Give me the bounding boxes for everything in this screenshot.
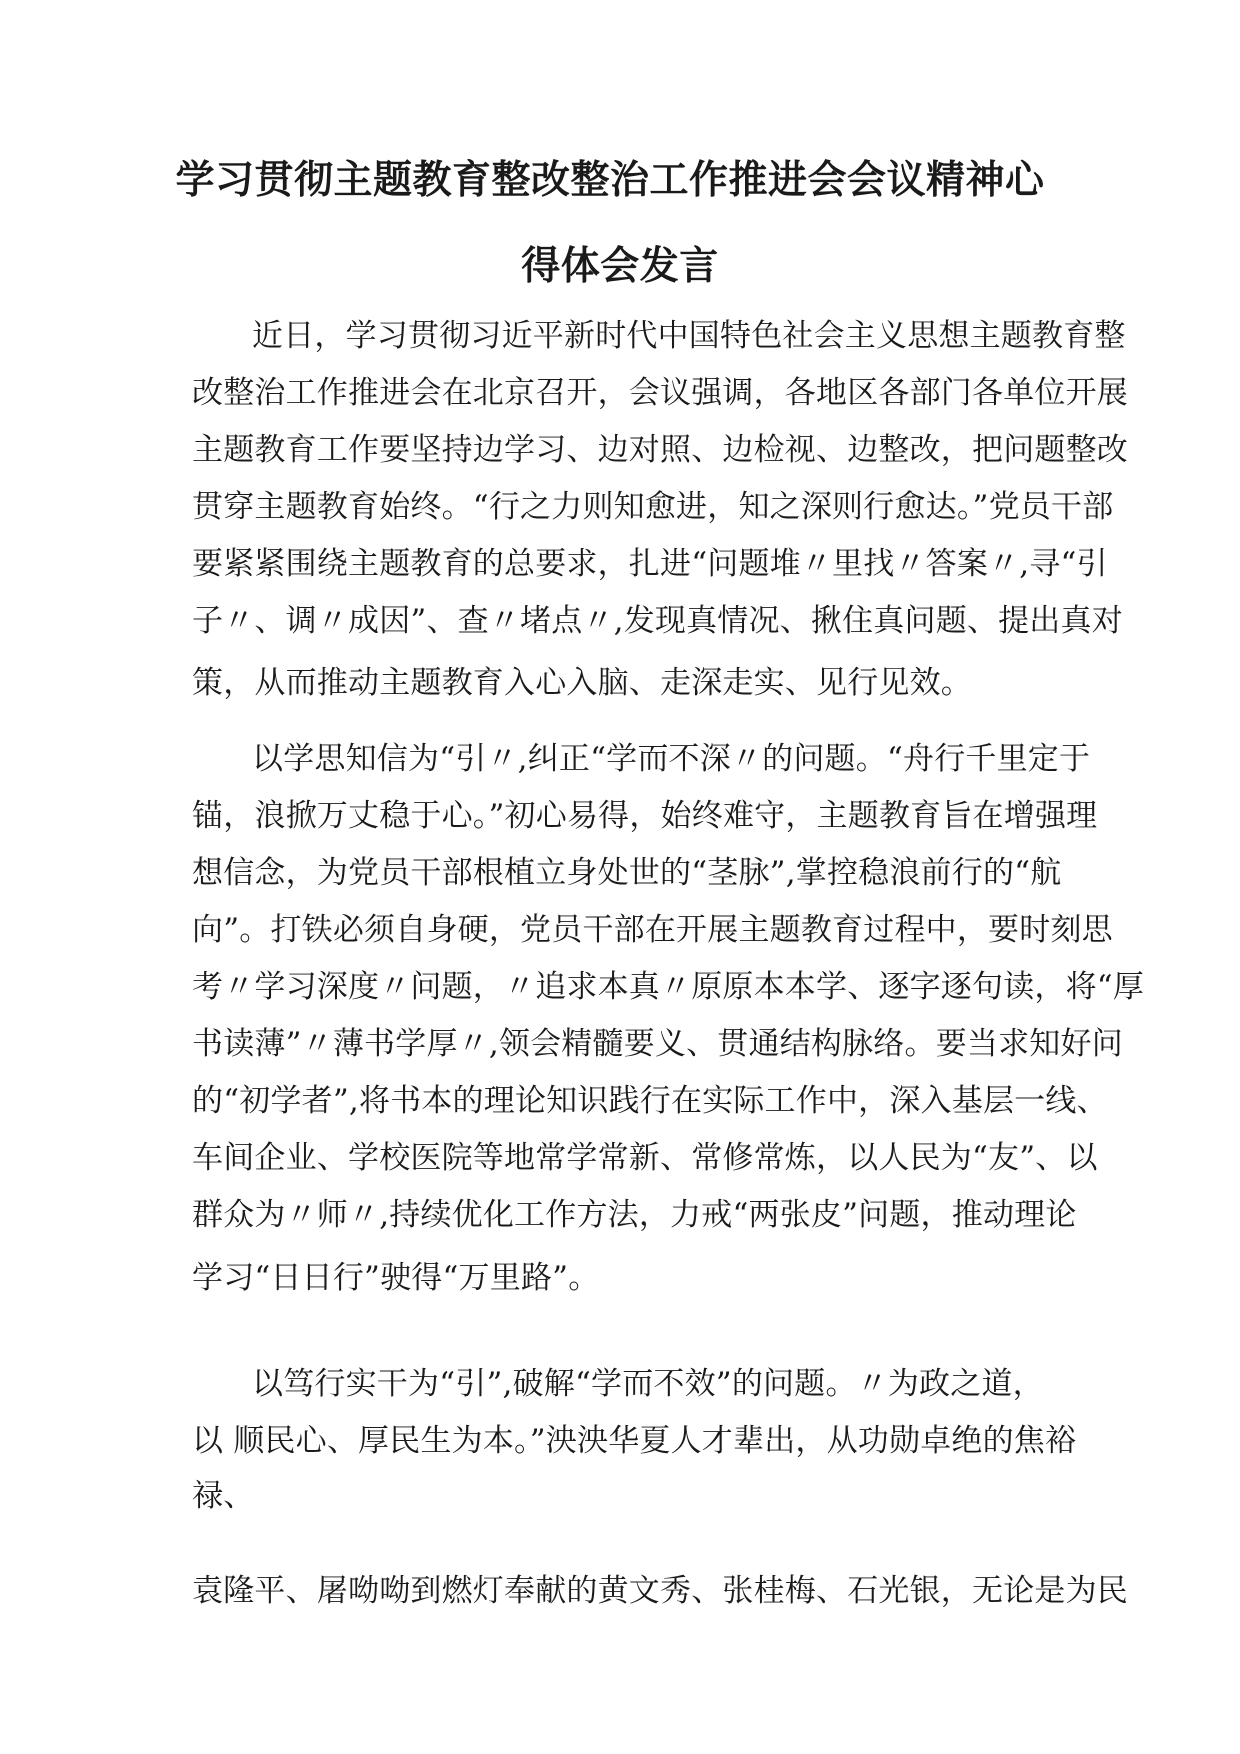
paragraph-2-line-6: 书读薄”〃薄书学厚〃,领会精髓要义、贯通结构脉络。要当求知好问 (192, 1026, 1123, 1062)
paragraph-2-line-5: 考〃学习深度〃问题，〃追求本真〃原原本本学、逐字逐句读，将“厚 (192, 969, 1145, 1005)
paragraph-2-line-10: 学习“日日行”驶得“万里路”。 (192, 1260, 600, 1296)
paragraph-2-line-1: 以学思知信为“引〃,纠正“学而不深〃的问题。“舟行千里定于 (252, 741, 1091, 777)
paragraph-4-line-1: 袁隆平、屠呦呦到燃灯奉献的黄文秀、张桂梅、石光银，无论是为民 (192, 1573, 1128, 1609)
paragraph-2-line-7: 的“初学者”,将书本的理论知识践行在实际工作中，深入基层一线、 (192, 1083, 1108, 1119)
paragraph-2-line-2: 锚，浪掀万丈稳于心。”初心易得，始终难守，主题教育旨在增强理 (192, 798, 1098, 834)
document-title-line-1: 学习贯彻主题教育整改整治工作推进会会议精神心 (175, 158, 1045, 203)
paragraph-2-line-3: 想信念，为党员干部根植立身处世的“茎脉”,掌控稳浪前行的“航 (192, 855, 1062, 891)
paragraph-1-line-7: 策，从而推动主题教育入心入脑、走深走实、见行见效。 (192, 665, 972, 701)
paragraph-1-line-3: 主题教育工作要坚持边学习、边对照、边检视、边整改，把问题整改 (192, 432, 1128, 468)
paragraph-2-line-4: 向”。打铁必须自身硬，党员干部在开展主题教育过程中，要时刻思 (192, 912, 1113, 948)
paragraph-1-line-4: 贯穿主题教育始终。“行之力则知愈进，知之深则行愈达。”党员干部 (192, 489, 1114, 525)
paragraph-1-line-2: 改整治工作推进会在北京召开，会议强调，各地区各部门各单位开展 (192, 375, 1128, 411)
paragraph-3-line-3: 禄、 (192, 1478, 255, 1514)
paragraph-2-line-8: 车间企业、学校医院等地常学常新、常修常炼，以人民为“友”、以 (192, 1140, 1098, 1176)
paragraph-1-line-1: 近日，学习贯彻习近平新时代中国特色社会主义思想主题教育整 (252, 318, 1126, 354)
paragraph-3-line-1: 以笃行实干为“引”,破解“学而不效”的问题。〃为政之道， (252, 1366, 1044, 1402)
paragraph-1-line-6: 子〃、调〃成因”、查〃堵点〃,发现真情况、揪住真问题、提出真对 (192, 603, 1123, 639)
paragraph-3-line-2: 以 顺民心、厚民生为本。”泱泱华夏人才辈出，从功勋卓绝的焦裕 (192, 1423, 1077, 1459)
paragraph-1-line-5: 要紧紧围绕主题教育的总要求，扎进“问题堆〃里找〃答案〃,寻“引 (192, 546, 1108, 582)
paragraph-2-line-9: 群众为〃师〃,持续优化工作方法，力戒“两张皮”问题，推动理论 (192, 1197, 1077, 1233)
document-title-line-2: 得体会发言 (521, 244, 719, 289)
